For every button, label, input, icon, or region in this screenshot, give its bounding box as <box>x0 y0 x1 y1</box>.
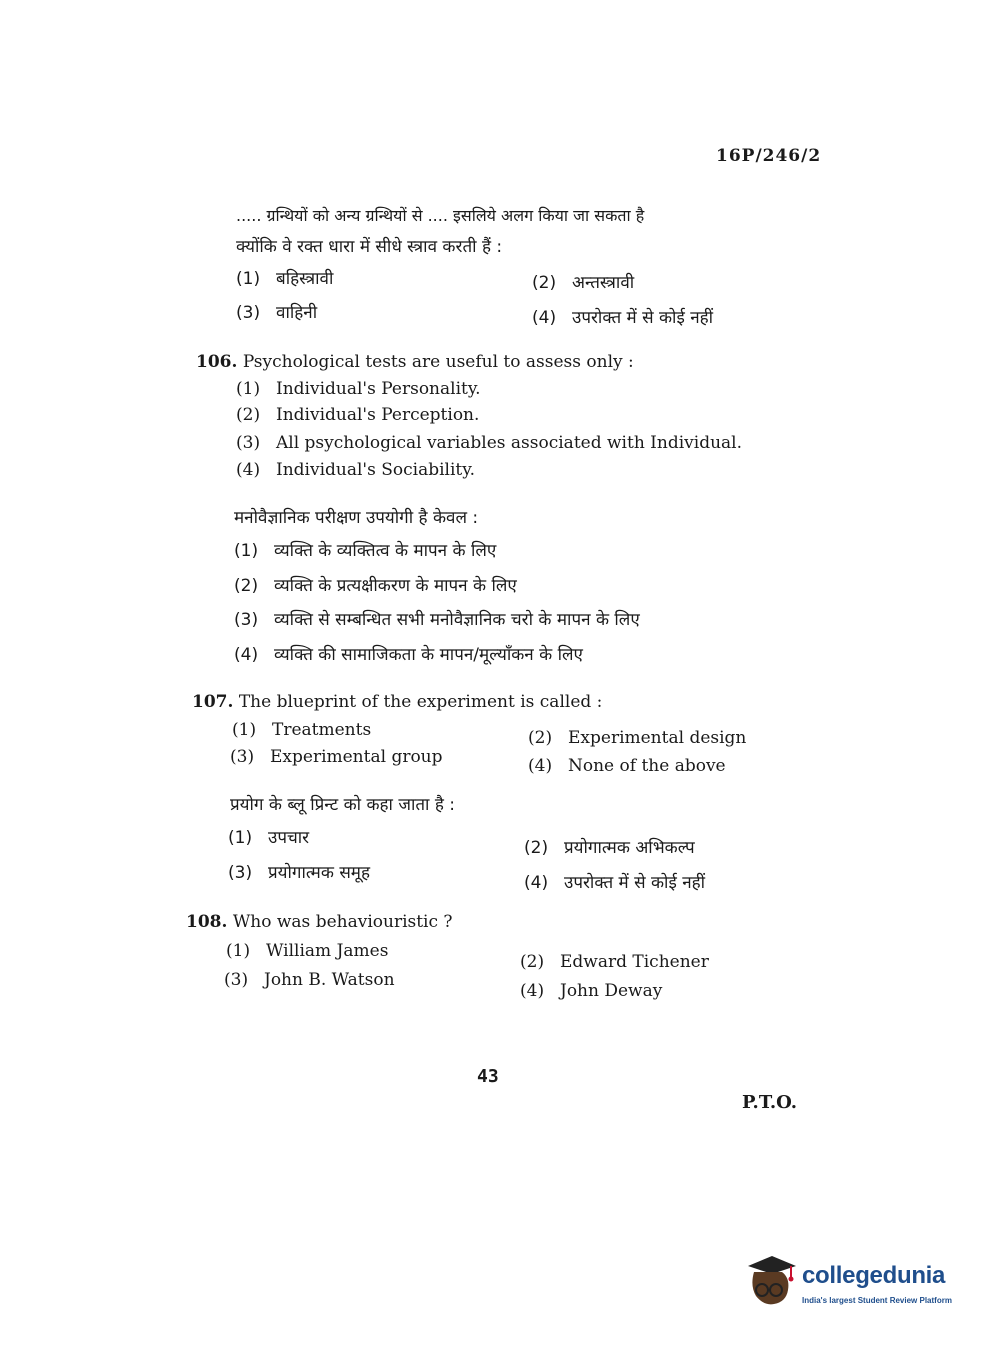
option-number: (1) <box>236 379 261 399</box>
page-number: 43 <box>477 1066 499 1087</box>
q107-question <box>192 692 602 712</box>
option-number: (2) <box>528 728 553 748</box>
q105-option-2 <box>532 270 634 293</box>
q107-hindi-option-3 <box>228 860 370 883</box>
question-text: Who was behaviouristic ? <box>232 912 453 932</box>
option-text: None of the above <box>568 756 726 776</box>
option-text: अन्तस्त्रावी <box>572 273 635 293</box>
option-number: (4) <box>528 756 553 776</box>
q107-hindi-option-4 <box>524 870 705 893</box>
paper-code: 16P/246/2 <box>716 146 822 166</box>
option-number: (4) <box>236 460 261 480</box>
option-text: Experimental group <box>270 747 443 767</box>
q106-option-1 <box>236 379 481 399</box>
option-number: (3) <box>228 863 253 883</box>
option-text: All psychological variables associated with Individual. <box>276 433 742 453</box>
option-number: (1) <box>236 269 261 289</box>
q106-hindi-option-2 <box>234 573 517 596</box>
option-number: (3) <box>234 610 259 630</box>
q106-option-2 <box>236 405 479 425</box>
option-text: बहिस्त्रावी <box>276 269 334 289</box>
option-text: व्यक्ति के व्यक्तित्व के मापन के लिए <box>274 541 497 561</box>
option-text: Individual's Sociability. <box>276 460 475 480</box>
option-number: (3) <box>224 970 249 990</box>
option-number: (2) <box>532 273 557 293</box>
option-text: उपचार <box>268 828 310 848</box>
option-number: (3) <box>230 747 255 767</box>
option-number: (1) <box>226 941 251 961</box>
option-text: Individual's Personality. <box>276 379 481 399</box>
option-text: प्रयोगात्मक अभिकल्प <box>564 838 695 858</box>
q106-question <box>196 352 634 372</box>
option-number: (2) <box>234 576 259 596</box>
q108-option-1 <box>226 941 388 961</box>
q106-hindi-option-4 <box>234 642 583 665</box>
option-text: John B. Watson <box>264 970 395 990</box>
q106-hindi-option-3 <box>234 607 640 630</box>
option-text: व्यक्ति के प्रत्यक्षीकरण के मापन के लिए <box>274 576 517 596</box>
option-number: (4) <box>524 873 549 893</box>
option-text: John Deway <box>560 981 663 1001</box>
option-text: प्रयोगात्मक समूह <box>268 863 370 883</box>
option-text: व्यक्ति से सम्बन्धित सभी मनोवैज्ञानिक चरो के मापन के लिए <box>274 610 640 630</box>
question-number: 106. <box>196 352 238 372</box>
q107-hindi-question: प्रयोग के ब्लू प्रिन्ट को कहा जाता है : <box>230 795 456 815</box>
q108-option-4 <box>520 981 662 1001</box>
q105-hindi-line2: क्योंकि वे रक्त धारा में सीधे स्त्राव करती हैं : <box>236 237 503 257</box>
pto-label: P.T.O. <box>742 1092 798 1113</box>
option-number: (1) <box>228 828 253 848</box>
collegedunia-logo <box>742 1250 972 1320</box>
option-text: वाहिनी <box>276 303 318 323</box>
option-number: (4) <box>532 308 557 328</box>
q108-option-3 <box>224 970 395 990</box>
logo-tagline: India's largest Student Review Platform <box>802 1296 952 1305</box>
question-number: 107. <box>192 692 234 712</box>
q107-option-3 <box>230 747 443 767</box>
option-text: Edward Tichener <box>560 952 709 972</box>
q105-option-1 <box>236 266 333 289</box>
option-number: (2) <box>524 838 549 858</box>
option-number: (2) <box>236 405 261 425</box>
option-number: (4) <box>234 645 259 665</box>
q105-option-4 <box>532 305 713 328</box>
q107-option-2 <box>528 728 746 748</box>
q106-option-4 <box>236 460 475 480</box>
option-number: (1) <box>232 720 257 740</box>
option-text: व्यक्ति की सामाजिकता के मापन/मूल्याँकन के लिए <box>274 645 583 665</box>
option-text: Experimental design <box>568 728 747 748</box>
option-number: (2) <box>520 952 545 972</box>
q105-option-3 <box>236 300 317 323</box>
option-number: (4) <box>520 981 545 1001</box>
option-text: Individual's Perception. <box>276 405 480 425</box>
question-text: Psychological tests are useful to assess only : <box>242 352 634 372</box>
option-text: Treatments <box>272 720 372 740</box>
q106-option-3 <box>236 433 742 453</box>
q106-hindi-option-1 <box>234 538 496 561</box>
option-text: उपरोक्त में से कोई नहीं <box>572 308 714 328</box>
option-number: (1) <box>234 541 259 561</box>
q107-hindi-option-1 <box>228 825 309 848</box>
q106-hindi-question: मनोवैज्ञानिक परीक्षण उपयोगी है केवल : <box>234 508 479 528</box>
q107-option-4 <box>528 756 726 776</box>
logo-wordmark: collegedunia <box>802 1262 946 1289</box>
q108-option-2 <box>520 952 709 972</box>
option-number: (3) <box>236 303 261 323</box>
option-text: William James <box>266 941 389 961</box>
question-text: The blueprint of the experiment is called : <box>238 692 603 712</box>
question-number: 108. <box>186 912 228 932</box>
q107-option-1 <box>232 720 371 740</box>
option-number: (3) <box>236 433 261 453</box>
q105-hindi-line1: ..... ग्रन्थियों को अन्य ग्रन्थियों से .... इसलिये अलग किया जा सकता है <box>236 206 645 225</box>
mascot-icon <box>742 1252 800 1312</box>
q107-hindi-option-2 <box>524 835 695 858</box>
q108-question <box>186 912 453 932</box>
option-text: उपरोक्त में से कोई नहीं <box>564 873 706 893</box>
